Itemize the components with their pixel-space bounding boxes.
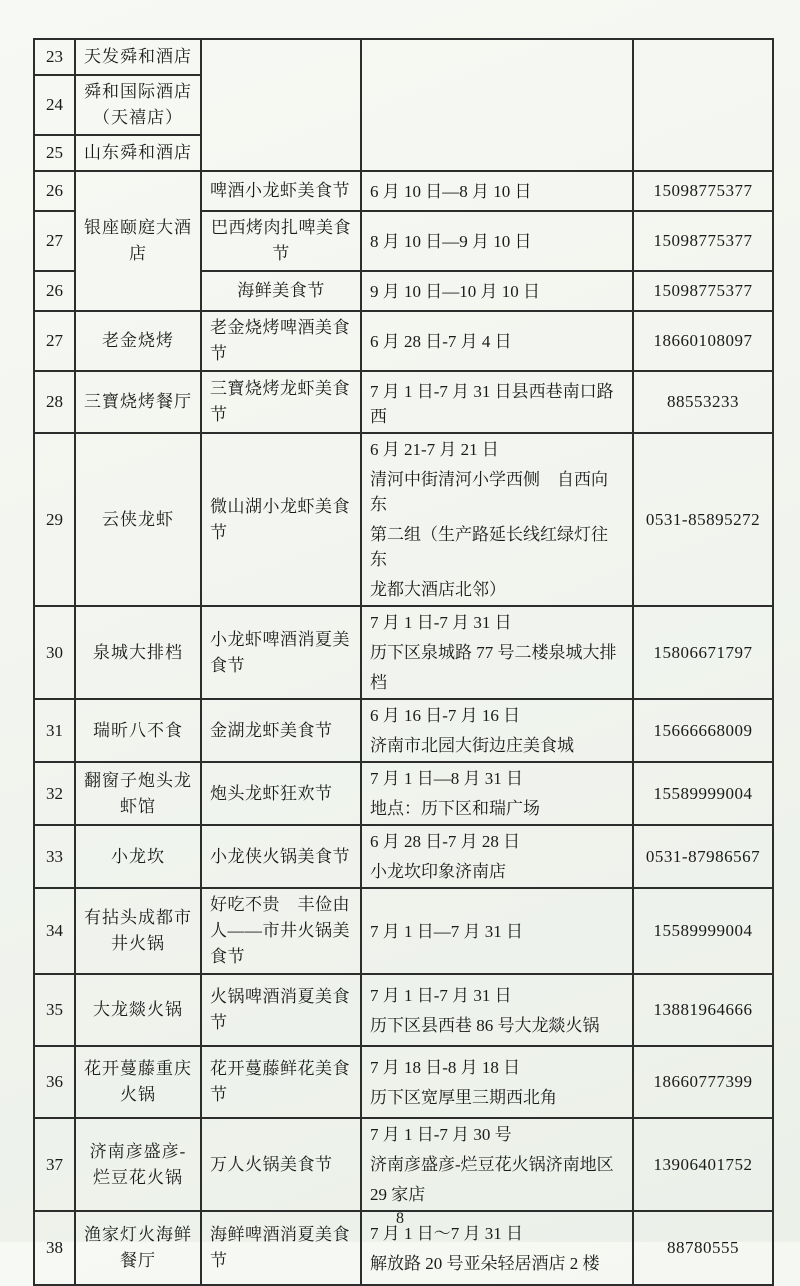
cell-line: 6 月 10 日—8 月 10 日 xyxy=(370,181,532,201)
row-number-cell xyxy=(34,171,75,211)
cell-line: 34 xyxy=(46,921,63,940)
venue-name-cell xyxy=(75,135,201,171)
row-number-cell xyxy=(34,433,75,606)
cell-line: 海鲜啤酒消夏美食节 xyxy=(210,1225,350,1270)
cell-line: 31 xyxy=(46,720,63,740)
cell-line: 6 月 28 日-7 月 28 日 xyxy=(370,832,521,851)
cell-line: 38 xyxy=(46,1238,63,1257)
venue-name-cell xyxy=(75,699,201,762)
venue-name-cell xyxy=(75,75,201,135)
phone-cell xyxy=(633,371,773,433)
phone-cell xyxy=(633,433,773,606)
cell-line: 小龙侠火锅美食节 xyxy=(210,846,350,866)
row-number-cell xyxy=(34,762,75,825)
cell-line: 历下区泉城路 77 号二楼泉城大排 xyxy=(370,643,617,662)
phone-cell xyxy=(633,1046,773,1118)
table-row xyxy=(34,1046,773,1118)
phone-cell xyxy=(633,974,773,1046)
cell-line: 15589999004 xyxy=(653,783,753,803)
row-number-cell xyxy=(34,371,75,433)
cell-line: 27 xyxy=(46,331,63,350)
festival-name-cell xyxy=(201,762,361,825)
festival-name-cell xyxy=(201,825,361,888)
cell-line: 济南彦盛彦-烂豆花火锅 xyxy=(89,1141,187,1187)
venue-name-cell xyxy=(75,433,201,606)
row-number-cell xyxy=(34,75,75,135)
cell-line: 炮头龙虾狂欢节 xyxy=(210,783,333,803)
cell-line: 15666668009 xyxy=(653,720,753,740)
venue-name-cell xyxy=(75,171,201,311)
cell-line: 瑞昕八不食 xyxy=(93,720,183,740)
cell-line: 济南市北园大街边庄美食城 xyxy=(370,736,574,755)
cell-line: 有拈头成都市井火锅 xyxy=(84,908,192,953)
date-location-cell xyxy=(361,762,633,825)
page-number: 8 xyxy=(396,1210,404,1227)
table-row xyxy=(34,433,773,606)
cell-line: 37 xyxy=(46,1154,63,1174)
date-location-cell xyxy=(361,433,633,606)
phone-cell xyxy=(633,699,773,762)
cell-line: 15098775377 xyxy=(653,281,753,300)
row-number-cell xyxy=(34,974,75,1046)
cell-line: 88780555 xyxy=(667,1238,739,1257)
cell-line: 26 xyxy=(46,181,63,200)
cell-line: 火锅啤酒消夏美食节 xyxy=(210,987,350,1032)
cell-line: 老金烧烤啤酒美食节 xyxy=(210,318,350,363)
row-number-cell xyxy=(34,271,75,311)
cell-line: 25 xyxy=(46,143,63,162)
venue-name-cell xyxy=(75,311,201,371)
venue-name-cell xyxy=(75,606,201,699)
cell-line: 28 xyxy=(46,392,63,411)
venue-name-cell xyxy=(75,888,201,974)
cell-line: 7 月 1 日-7 月 31 日 xyxy=(370,985,512,1005)
row-number-cell xyxy=(34,606,75,699)
cell-line: 9 月 10 日—10 月 10 日 xyxy=(370,281,540,301)
date-location-cell xyxy=(361,606,633,699)
row-number-cell xyxy=(34,311,75,371)
phone-cell xyxy=(633,888,773,974)
cell-line: 历下区宽厚里三期西北角 xyxy=(370,1087,557,1107)
row-number-cell xyxy=(34,699,75,762)
cell-line: 万人火锅美食节 xyxy=(210,1154,333,1174)
cell-line: 88553233 xyxy=(667,392,739,411)
row-number-cell xyxy=(34,1046,75,1118)
cell-line: 15806671797 xyxy=(653,642,753,662)
date-location-cell xyxy=(361,888,633,974)
cell-line: 小龙坎印象济南店 xyxy=(370,862,506,881)
table-row xyxy=(34,311,773,371)
phone-cell xyxy=(633,271,773,311)
festival-table-body xyxy=(34,39,773,1285)
cell-line: 解放路 20 号亚朵轻居酒店 2 楼 xyxy=(370,1253,600,1273)
cell-line: 老金烧烤 xyxy=(102,331,174,350)
cell-line: 24 xyxy=(46,95,63,114)
cell-line: 6 月 28 日-7 月 4 日 xyxy=(370,331,512,351)
date-location-cell xyxy=(361,974,633,1046)
festival-name-cell xyxy=(201,271,361,311)
table-row xyxy=(34,371,773,433)
cell-line: 济南彦盛彦-烂豆花火锅济南地区 xyxy=(370,1155,614,1174)
cell-line: 花开蔓藤鲜花美食节 xyxy=(210,1059,350,1104)
cell-line: 35 xyxy=(46,1000,63,1019)
cell-line: 7 月 1 日-7 月 30 号 xyxy=(370,1125,512,1144)
row-number-cell xyxy=(34,211,75,271)
cell-line: 29 xyxy=(46,509,63,529)
cell-line: 龙都大酒店北邻） xyxy=(370,580,506,599)
cell-line: 小龙虾啤酒消夏美食节 xyxy=(210,629,350,675)
cell-line: 第二组（生产路延长线红绿灯往东 xyxy=(370,525,608,569)
cell-line: 海鲜美食节 xyxy=(237,281,325,300)
date-location-cell xyxy=(361,39,633,171)
cell-line: 渔家灯火海鲜餐厅 xyxy=(84,1225,192,1270)
date-location-cell xyxy=(361,311,633,371)
cell-line: 地点：历下区和瑞广场 xyxy=(370,799,540,818)
cell-line: 微山湖小龙虾美食节 xyxy=(210,496,350,542)
date-location-cell xyxy=(361,211,633,271)
cell-line: 7 月 1 日-7 月 31 日县西巷南口路西 xyxy=(370,382,614,426)
cell-line: 清河中街清河小学西侧 自西向东 xyxy=(370,470,608,514)
phone-cell xyxy=(633,211,773,271)
venue-name-cell xyxy=(75,1118,201,1211)
cell-line: 18660108097 xyxy=(653,331,753,350)
cell-line: 三寶烧烤龙虾美食节 xyxy=(210,379,350,424)
row-number-cell xyxy=(34,1118,75,1211)
phone-cell xyxy=(633,39,773,171)
cell-line: 23 xyxy=(46,47,63,66)
cell-line: 6 月 21-7 月 21 日 xyxy=(370,440,499,459)
cell-line: 历下区县西巷 86 号大龙燚火锅 xyxy=(370,1015,600,1035)
festival-name-cell xyxy=(201,974,361,1046)
date-location-cell xyxy=(361,1118,633,1211)
cell-line: 7 月 1 日-7 月 31 日 xyxy=(370,613,512,632)
cell-line: 山东舜和酒店 xyxy=(84,143,192,162)
cell-line: 27 xyxy=(46,231,63,250)
cell-line: 6 月 16 日-7 月 16 日 xyxy=(370,706,521,725)
phone-cell xyxy=(633,1118,773,1211)
cell-line: 银座颐庭大酒店 xyxy=(84,218,192,263)
table-row xyxy=(34,606,773,699)
cell-line: 15589999004 xyxy=(653,921,753,940)
festival-name-cell xyxy=(201,171,361,211)
venue-name-cell xyxy=(75,762,201,825)
venue-name-cell xyxy=(75,371,201,433)
date-location-cell xyxy=(361,171,633,211)
cell-line: 云侠龙虾 xyxy=(102,509,174,529)
table-row xyxy=(34,699,773,762)
cell-line: 花开蔓藤重庆火锅 xyxy=(84,1059,192,1104)
cell-line: 大龙燚火锅 xyxy=(93,1000,183,1019)
food-festival-table xyxy=(33,38,774,1286)
cell-line: 天发舜和酒店 xyxy=(84,47,192,66)
cell-line: 档 xyxy=(370,673,387,692)
cell-line: （天禧店） xyxy=(93,108,183,127)
cell-line: 15098775377 xyxy=(653,181,753,200)
festival-name-cell xyxy=(201,888,361,974)
cell-line: 18660777399 xyxy=(653,1072,753,1091)
venue-name-cell xyxy=(75,39,201,75)
festival-name-cell xyxy=(201,211,361,271)
festival-name-cell xyxy=(201,311,361,371)
cell-line: 7 月 18 日-8 月 18 日 xyxy=(370,1057,521,1077)
table-row xyxy=(34,888,773,974)
cell-line: 32 xyxy=(46,783,63,803)
row-number-cell xyxy=(34,135,75,171)
cell-line: 8 月 10 日—9 月 10 日 xyxy=(370,231,532,251)
table-row xyxy=(34,171,773,211)
table-row xyxy=(34,762,773,825)
phone-cell xyxy=(633,311,773,371)
cell-line: 15098775377 xyxy=(653,231,753,250)
date-location-cell xyxy=(361,371,633,433)
festival-name-cell xyxy=(201,606,361,699)
table-row xyxy=(34,974,773,1046)
venue-name-cell xyxy=(75,825,201,888)
cell-line: 泉城大排档 xyxy=(93,642,183,662)
cell-line: 29 家店 xyxy=(370,1185,426,1204)
cell-line: 7 月 1 日—7 月 31 日 xyxy=(370,921,523,941)
festival-name-cell xyxy=(201,39,361,171)
festival-name-cell xyxy=(201,371,361,433)
date-location-cell xyxy=(361,271,633,311)
date-location-cell xyxy=(361,699,633,762)
cell-line: 7 月 1 日—8 月 31 日 xyxy=(370,769,523,788)
venue-name-cell xyxy=(75,974,201,1046)
festival-name-cell xyxy=(201,433,361,606)
cell-line: 三寶烧烤餐厅 xyxy=(84,392,192,411)
cell-line: 0531-87986567 xyxy=(645,846,761,866)
cell-line: 舜和国际酒店 xyxy=(84,82,192,101)
phone-cell xyxy=(633,825,773,888)
row-number-cell xyxy=(34,825,75,888)
cell-line: 小龙坎 xyxy=(111,846,165,866)
cell-line: 36 xyxy=(46,1072,63,1091)
cell-line: 好吃不贵 丰俭由人——市井火锅美食节 xyxy=(210,895,350,966)
date-location-cell xyxy=(361,825,633,888)
row-number-cell xyxy=(34,39,75,75)
venue-name-cell xyxy=(75,1046,201,1118)
table-row xyxy=(34,39,773,75)
cell-line: 13906401752 xyxy=(653,1154,753,1174)
cell-line: 30 xyxy=(46,642,63,662)
cell-line: 金湖龙虾美食节 xyxy=(210,720,333,740)
table-row xyxy=(34,825,773,888)
phone-cell xyxy=(633,606,773,699)
cell-line: 翻窗子炮头龙虾馆 xyxy=(84,770,192,816)
cell-line: 13881964666 xyxy=(653,1000,753,1019)
phone-cell xyxy=(633,762,773,825)
cell-line: 33 xyxy=(46,846,63,866)
festival-name-cell xyxy=(201,1118,361,1211)
festival-name-cell xyxy=(201,1046,361,1118)
cell-line: 26 xyxy=(46,281,63,300)
cell-line: 啤酒小龙虾美食节 xyxy=(210,181,350,200)
cell-line: 巴西烤肉扎啤美食节 xyxy=(211,218,351,263)
row-number-cell xyxy=(34,888,75,974)
cell-line: 0531-85895272 xyxy=(645,509,761,529)
date-location-cell xyxy=(361,1046,633,1118)
phone-cell xyxy=(633,171,773,211)
festival-name-cell xyxy=(201,699,361,762)
table-row xyxy=(34,1118,773,1211)
cell-line: 7 月 1 日～7 月 31 日 xyxy=(370,1223,523,1243)
